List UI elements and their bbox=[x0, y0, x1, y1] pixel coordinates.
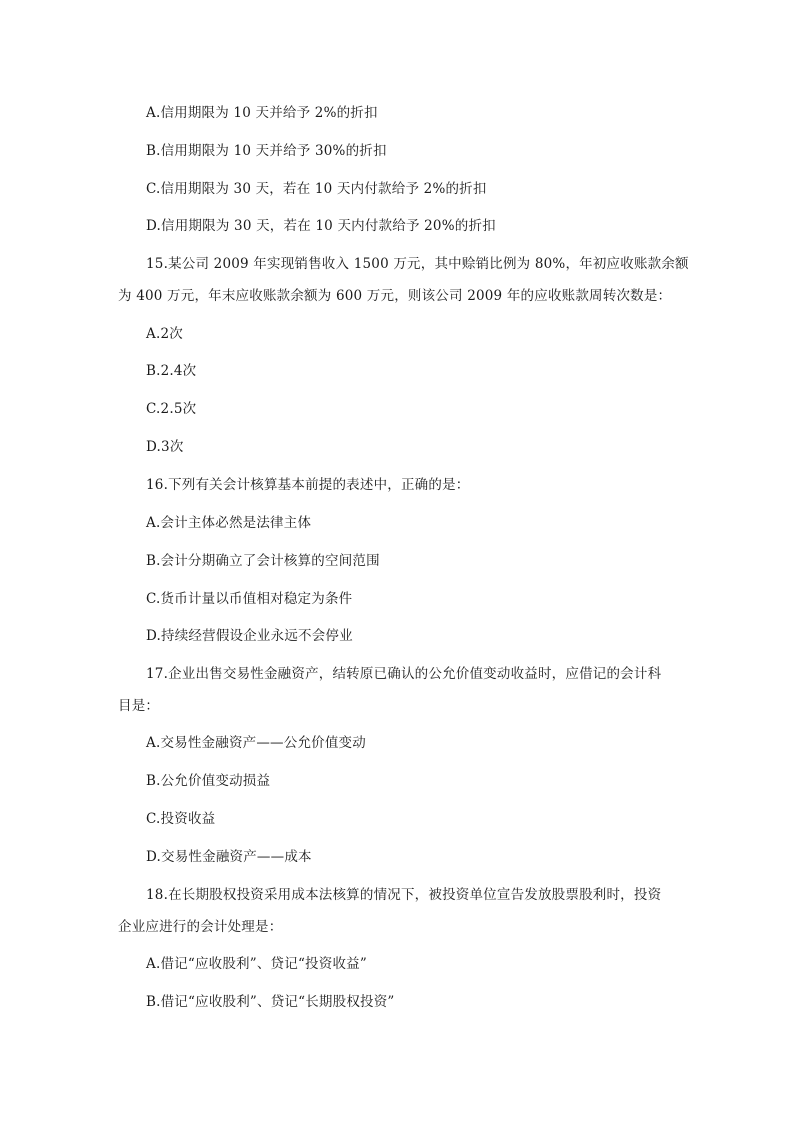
q17-option-b: B.公允价值变动损益 bbox=[146, 773, 271, 789]
q15-question-line1: 15.某公司 2009 年实现销售收入 1500 万元，其中赊销比例为 80%，年初应收账款余额 bbox=[146, 256, 689, 272]
q15-question-line2: 为 400 万元，年末应收账款余额为 600 万元，则该公司 2009 年的应收账款周转次数是： bbox=[118, 288, 672, 304]
q18-option-a: A.借记“应收股利”、贷记“投资收益” bbox=[146, 956, 367, 972]
q17-option-a: A.交易性金融资产——公允价值变动 bbox=[146, 735, 366, 751]
q18-question-line1: 18.在长期股权投资采用成本法核算的情况下，被投资单位宣告发放股票股利时，投资 bbox=[146, 887, 662, 903]
q16-option-c: C.货币计量以币值相对稳定为条件 bbox=[146, 591, 353, 607]
q16-option-b: B.会计分期确立了会计核算的空间范围 bbox=[146, 553, 380, 569]
q17-question-line2: 目是： bbox=[118, 698, 160, 714]
q18-option-b: B.借记“应收股利”、贷记“长期股权投资” bbox=[146, 994, 395, 1010]
q17-option-d: D.交易性金融资产——成本 bbox=[146, 849, 312, 865]
q14-option-c: C.信用期限为 30 天，若在 10 天内付款给予 2%的折扣 bbox=[146, 181, 487, 197]
q14-option-d: D.信用期限为 30 天，若在 10 天内付款给予 20%的折扣 bbox=[146, 218, 496, 234]
q15-option-a: A.2次 bbox=[146, 326, 183, 342]
q17-question-line1: 17.企业出售交易性金融资产，结转原已确认的公允价值变动收益时，应借记的会计科 bbox=[146, 666, 662, 682]
q15-option-b: B.2.4次 bbox=[146, 363, 197, 379]
q18-question-line2: 企业应进行的会计处理是： bbox=[118, 919, 283, 935]
q16-option-d: D.持续经营假设企业永远不会停业 bbox=[146, 628, 353, 644]
q16-option-a: A.会计主体必然是法律主体 bbox=[146, 515, 312, 531]
q14-option-b: B.信用期限为 10 天并给予 30%的折扣 bbox=[146, 143, 387, 159]
q15-option-d: D.3次 bbox=[146, 439, 184, 455]
q14-option-a: A.信用期限为 10 天并给予 2%的折扣 bbox=[146, 105, 378, 121]
q15-option-c: C.2.5次 bbox=[146, 401, 197, 417]
q17-option-c: C.投资收益 bbox=[146, 811, 216, 827]
q16-question-line1: 16.下列有关会计核算基本前提的表述中，正确的是： bbox=[146, 477, 470, 493]
